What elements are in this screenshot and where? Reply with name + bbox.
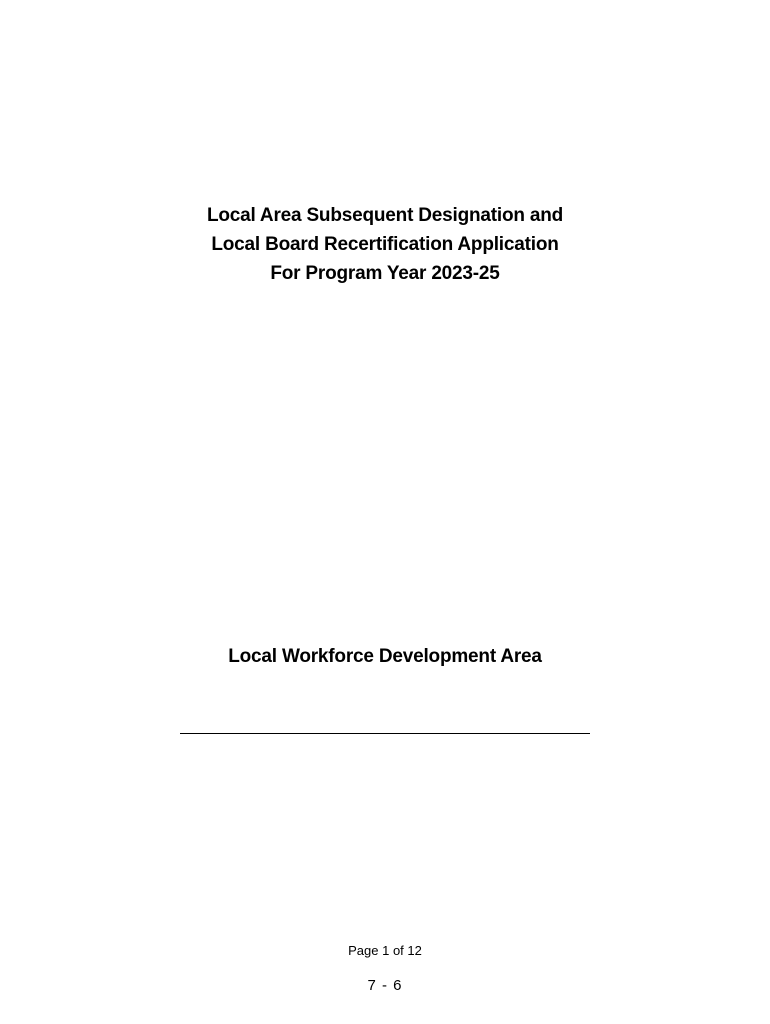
title-line-2: Local Board Recertification Application: [211, 234, 559, 255]
area-heading: Local Workforce Development Area: [228, 646, 542, 667]
footer-code: 7 - 6: [367, 977, 403, 994]
page-number: Page 1 of 12: [348, 943, 422, 958]
area-name-blank-line: [180, 733, 590, 734]
title-line-3: For Program Year 2023-25: [270, 263, 500, 284]
document-title: [0, 201, 770, 288]
title-line-1: Local Area Subsequent Designation and: [206, 205, 564, 226]
